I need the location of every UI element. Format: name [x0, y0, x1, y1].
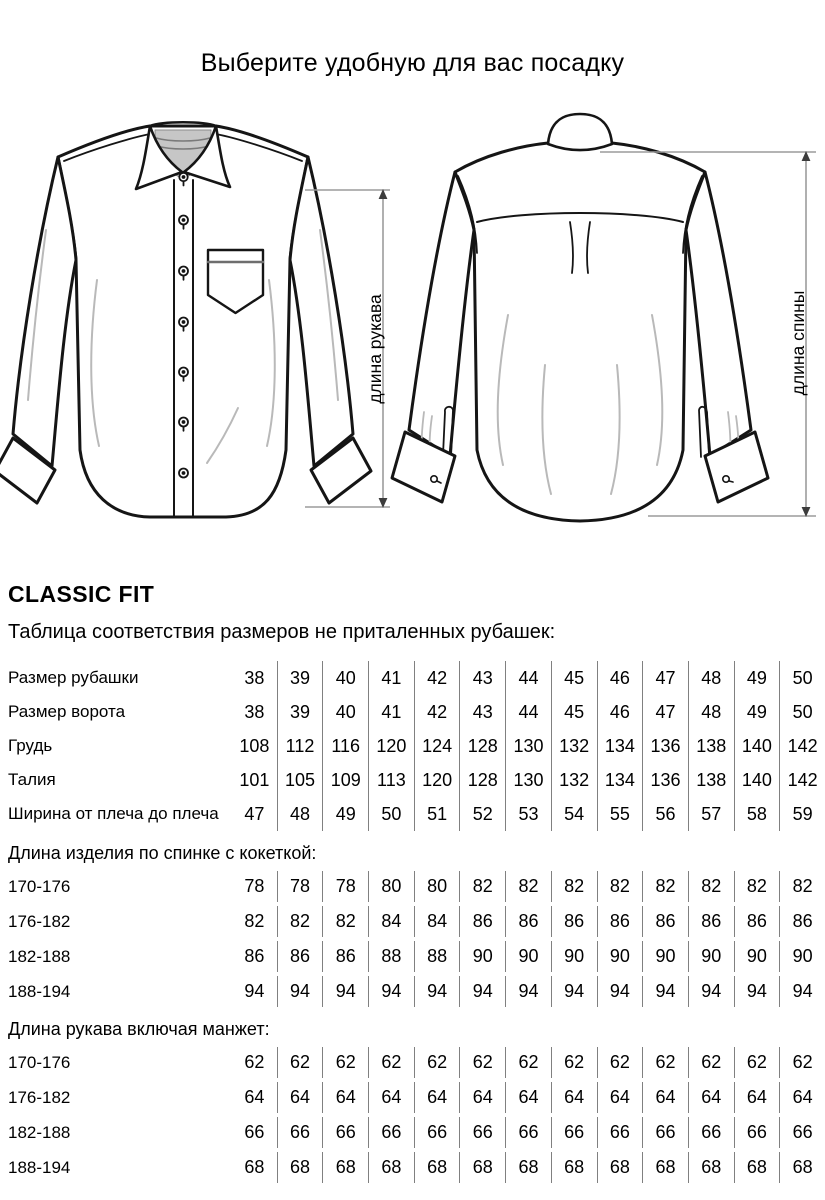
size-value-cell: 82 — [642, 871, 688, 902]
size-value-cell: 64 — [322, 1082, 368, 1113]
row-label: 188-194 — [8, 981, 71, 1001]
size-value-cell: 64 — [597, 1082, 643, 1113]
size-value-cell: 39 — [277, 661, 323, 695]
size-value-cell: 82 — [322, 906, 368, 937]
size-value-cell: 66 — [779, 1117, 825, 1148]
table-block — [0, 661, 825, 831]
size-value-cell: 64 — [414, 1082, 460, 1113]
size-value-cell: 138 — [688, 729, 734, 763]
size-value-cell: 62 — [779, 1047, 825, 1078]
size-value-cell: 86 — [505, 906, 551, 937]
size-value-cell: 84 — [414, 906, 460, 937]
size-value-cell: 120 — [414, 763, 460, 797]
table-section-header: Длина рукава включая манжет: — [8, 1019, 270, 1040]
size-value-cell: 40 — [322, 695, 368, 729]
row-label: 176-182 — [8, 911, 71, 931]
table-row — [0, 1117, 825, 1148]
size-value-cell: 66 — [642, 1117, 688, 1148]
row-label: 182-188 — [8, 1122, 71, 1142]
size-value-cell: 90 — [734, 941, 780, 972]
size-value-cell: 132 — [551, 763, 597, 797]
size-value-cell: 39 — [277, 695, 323, 729]
size-value-cell: 66 — [277, 1117, 323, 1148]
size-value-cell: 142 — [779, 729, 825, 763]
size-value-cell: 66 — [459, 1117, 505, 1148]
size-value-cell: 43 — [459, 695, 505, 729]
back-length-label: длина спины — [788, 290, 808, 396]
size-value-cell: 50 — [368, 797, 414, 831]
size-value-cell: 136 — [642, 729, 688, 763]
size-value-cell: 66 — [688, 1117, 734, 1148]
size-value-cell: 66 — [551, 1117, 597, 1148]
row-label: Ширина от плеча до плеча — [8, 804, 219, 824]
sleeve-length-label: длина рукава — [365, 294, 385, 404]
size-value-cell: 80 — [368, 871, 414, 902]
size-value-cell: 82 — [597, 871, 643, 902]
size-value-cell: 86 — [597, 906, 643, 937]
size-value-cell: 47 — [642, 695, 688, 729]
table-row — [0, 871, 825, 902]
table-row — [0, 661, 825, 695]
size-value-cell: 45 — [551, 661, 597, 695]
size-value-cell: 142 — [779, 763, 825, 797]
size-value-cell: 78 — [322, 871, 368, 902]
size-value-cell: 94 — [688, 976, 734, 1007]
size-value-cell: 66 — [244, 1122, 265, 1143]
size-value-cell: 134 — [597, 763, 643, 797]
table-row — [0, 1082, 825, 1113]
size-value-cell: 64 — [688, 1082, 734, 1113]
table-block — [0, 871, 825, 1007]
size-value-cell: 86 — [642, 906, 688, 937]
size-value-cell: 62 — [414, 1047, 460, 1078]
table-row — [0, 729, 825, 763]
size-value-cell: 112 — [277, 729, 323, 763]
size-value-cell: 55 — [597, 797, 643, 831]
size-value-cell: 54 — [551, 797, 597, 831]
size-value-cell: 64 — [551, 1082, 597, 1113]
size-value-cell: 48 — [688, 661, 734, 695]
section-subtitle: Таблица соответствия размеров не приталенных рубашек: — [8, 621, 556, 644]
size-value-cell: 62 — [322, 1047, 368, 1078]
size-value-cell: 86 — [322, 941, 368, 972]
table-row — [0, 906, 825, 937]
table-row — [0, 797, 825, 831]
size-value-cell: 90 — [551, 941, 597, 972]
size-value-cell: 86 — [779, 906, 825, 937]
size-value-cell: 82 — [779, 871, 825, 902]
size-value-cell: 90 — [459, 941, 505, 972]
back-shirt-drawing — [392, 114, 768, 521]
size-value-cell: 140 — [734, 763, 780, 797]
row-label: 170-176 — [8, 876, 71, 896]
size-value-cell: 120 — [368, 729, 414, 763]
size-value-cell: 66 — [597, 1117, 643, 1148]
classic-fit-section — [0, 582, 825, 1187]
size-value-cell: 62 — [734, 1047, 780, 1078]
size-table — [0, 661, 825, 1183]
size-value-cell: 134 — [597, 729, 643, 763]
size-value-cell: 94 — [322, 976, 368, 1007]
row-label: Размер рубашки — [8, 668, 139, 688]
row-label: 170-176 — [8, 1052, 71, 1072]
size-value-cell: 140 — [734, 729, 780, 763]
size-value-cell: 68 — [551, 1152, 597, 1183]
size-value-cell: 90 — [688, 941, 734, 972]
size-value-cell: 94 — [779, 976, 825, 1007]
size-value-cell: 138 — [688, 763, 734, 797]
table-row — [0, 763, 825, 797]
size-value-cell: 64 — [277, 1082, 323, 1113]
size-value-cell: 88 — [414, 941, 460, 972]
size-value-cell: 86 — [688, 906, 734, 937]
size-value-cell: 66 — [322, 1117, 368, 1148]
size-value-cell: 62 — [368, 1047, 414, 1078]
size-value-cell: 59 — [779, 797, 825, 831]
size-value-cell: 94 — [414, 976, 460, 1007]
size-value-cell: 64 — [779, 1082, 825, 1113]
size-value-cell: 62 — [459, 1047, 505, 1078]
size-value-cell: 49 — [734, 695, 780, 729]
size-value-cell: 56 — [642, 797, 688, 831]
row-label: 182-188 — [8, 946, 71, 966]
size-value-cell: 57 — [688, 797, 734, 831]
size-value-cell: 68 — [277, 1152, 323, 1183]
row-label: 188-194 — [8, 1157, 71, 1177]
size-value-cell: 86 — [244, 946, 265, 967]
size-value-cell: 66 — [734, 1117, 780, 1148]
size-value-cell: 43 — [459, 661, 505, 695]
size-value-cell: 68 — [244, 1157, 265, 1178]
size-value-cell: 88 — [368, 941, 414, 972]
size-value-cell: 47 — [642, 661, 688, 695]
section-heading: CLASSIC FIT — [8, 581, 155, 607]
size-value-cell: 136 — [642, 763, 688, 797]
size-value-cell: 38 — [244, 667, 265, 688]
row-label: Грудь — [8, 736, 53, 756]
size-value-cell: 62 — [244, 1052, 265, 1073]
size-value-cell: 82 — [551, 871, 597, 902]
size-value-cell: 94 — [597, 976, 643, 1007]
size-value-cell: 94 — [277, 976, 323, 1007]
size-value-cell: 68 — [414, 1152, 460, 1183]
size-value-cell: 113 — [368, 763, 414, 797]
size-value-cell: 94 — [505, 976, 551, 1007]
size-value-cell: 90 — [597, 941, 643, 972]
size-value-cell: 53 — [505, 797, 551, 831]
size-value-cell: 38 — [244, 701, 265, 722]
size-value-cell: 49 — [322, 797, 368, 831]
table-row — [0, 695, 825, 729]
size-value-cell: 108 — [239, 735, 270, 756]
size-value-cell: 42 — [414, 695, 460, 729]
size-value-cell: 90 — [642, 941, 688, 972]
page-title: Выберите удобную для вас посадку — [200, 49, 625, 77]
size-value-cell: 66 — [414, 1117, 460, 1148]
size-value-cell: 68 — [322, 1152, 368, 1183]
size-value-cell: 45 — [551, 695, 597, 729]
size-value-cell: 66 — [505, 1117, 551, 1148]
size-value-cell: 62 — [642, 1047, 688, 1078]
size-value-cell: 44 — [505, 695, 551, 729]
size-value-cell: 80 — [414, 871, 460, 902]
size-value-cell: 64 — [244, 1087, 265, 1108]
size-value-cell: 94 — [642, 976, 688, 1007]
size-value-cell: 64 — [368, 1082, 414, 1113]
size-value-cell: 46 — [597, 661, 643, 695]
size-value-cell: 86 — [459, 906, 505, 937]
size-value-cell: 64 — [505, 1082, 551, 1113]
size-value-cell: 90 — [505, 941, 551, 972]
size-value-cell: 124 — [414, 729, 460, 763]
size-value-cell: 49 — [734, 661, 780, 695]
size-value-cell: 40 — [322, 661, 368, 695]
size-value-cell: 84 — [368, 906, 414, 937]
size-value-cell: 68 — [642, 1152, 688, 1183]
front-shirt-drawing — [0, 122, 371, 517]
size-value-cell: 82 — [459, 871, 505, 902]
size-value-cell: 94 — [459, 976, 505, 1007]
table-row — [0, 976, 825, 1007]
size-value-cell: 90 — [779, 941, 825, 972]
size-value-cell: 41 — [368, 661, 414, 695]
size-value-cell: 62 — [277, 1047, 323, 1078]
row-label: 176-182 — [8, 1087, 71, 1107]
size-value-cell: 82 — [734, 871, 780, 902]
size-value-cell: 128 — [459, 729, 505, 763]
row-label: Талия — [8, 770, 56, 790]
size-value-cell: 58 — [734, 797, 780, 831]
size-value-cell: 51 — [414, 797, 460, 831]
size-value-cell: 82 — [505, 871, 551, 902]
size-value-cell: 68 — [459, 1152, 505, 1183]
table-block — [0, 1047, 825, 1183]
size-value-cell: 101 — [239, 769, 270, 790]
size-value-cell: 82 — [244, 911, 265, 932]
size-value-cell: 82 — [688, 871, 734, 902]
table-row — [0, 1047, 825, 1078]
size-value-cell: 109 — [322, 763, 368, 797]
size-value-cell: 68 — [734, 1152, 780, 1183]
size-value-cell: 132 — [551, 729, 597, 763]
size-value-cell: 42 — [414, 661, 460, 695]
size-value-cell: 66 — [368, 1117, 414, 1148]
size-value-cell: 86 — [277, 941, 323, 972]
size-value-cell: 48 — [688, 695, 734, 729]
size-value-cell: 44 — [505, 661, 551, 695]
size-value-cell: 41 — [368, 695, 414, 729]
shirt-size-diagram — [0, 110, 825, 560]
size-value-cell: 62 — [505, 1047, 551, 1078]
table-section-header: Длина изделия по спинке с кокеткой: — [8, 843, 317, 864]
size-value-cell: 68 — [597, 1152, 643, 1183]
size-value-cell: 68 — [688, 1152, 734, 1183]
size-value-cell: 62 — [688, 1047, 734, 1078]
size-value-cell: 64 — [459, 1082, 505, 1113]
size-value-cell: 48 — [277, 797, 323, 831]
size-value-cell: 52 — [459, 797, 505, 831]
size-value-cell: 68 — [779, 1152, 825, 1183]
size-value-cell: 50 — [779, 695, 825, 729]
size-value-cell: 64 — [734, 1082, 780, 1113]
size-value-cell: 94 — [244, 981, 265, 1002]
size-value-cell: 116 — [322, 729, 368, 763]
size-value-cell: 46 — [597, 695, 643, 729]
size-value-cell: 62 — [551, 1047, 597, 1078]
size-value-cell: 94 — [551, 976, 597, 1007]
size-value-cell: 50 — [779, 661, 825, 695]
size-value-cell: 94 — [368, 976, 414, 1007]
size-value-cell: 130 — [505, 763, 551, 797]
size-value-cell: 130 — [505, 729, 551, 763]
size-value-cell: 64 — [642, 1082, 688, 1113]
size-value-cell: 82 — [277, 906, 323, 937]
size-value-cell: 68 — [505, 1152, 551, 1183]
size-value-cell: 128 — [459, 763, 505, 797]
table-row — [0, 941, 825, 972]
size-value-cell: 105 — [277, 763, 323, 797]
row-label: Размер ворота — [8, 702, 126, 722]
size-value-cell: 62 — [597, 1047, 643, 1078]
size-value-cell: 78 — [277, 871, 323, 902]
size-value-cell: 86 — [734, 906, 780, 937]
size-value-cell: 94 — [734, 976, 780, 1007]
table-row — [0, 1152, 825, 1183]
size-value-cell: 68 — [368, 1152, 414, 1183]
size-value-cell: 78 — [244, 876, 265, 897]
size-value-cell: 47 — [244, 803, 265, 824]
size-value-cell: 86 — [551, 906, 597, 937]
